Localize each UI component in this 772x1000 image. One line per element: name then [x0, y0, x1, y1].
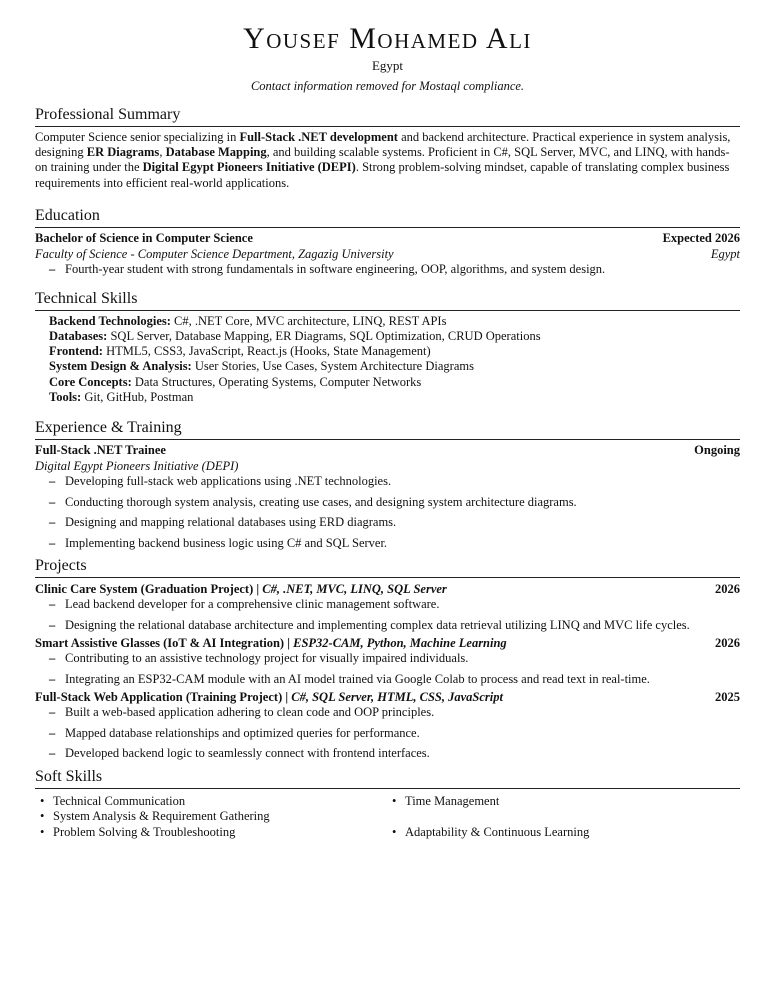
project-year: 2026 — [715, 636, 740, 651]
project-header-row — [35, 689, 740, 705]
skill-row — [49, 329, 740, 344]
skill-row — [49, 390, 740, 405]
project-stack: C#, .NET, MVC, LINQ, SQL Server — [262, 582, 447, 597]
project-stack: C#, SQL Server, HTML, CSS, JavaScript — [291, 690, 503, 705]
education-bullets — [35, 262, 740, 277]
skill-value: C#, .NET Core, MVC architecture, LINQ, REST APIs — [170, 313, 447, 328]
technical-skills-section — [35, 289, 740, 405]
skill-value: Data Structures, Operating Systems, Computer Networks — [131, 374, 422, 389]
candidate-name: Yousef Mohamed Ali — [243, 22, 532, 55]
section-title-technical-skills: Technical Skills — [35, 289, 740, 311]
skill-label: Frontend: — [49, 344, 103, 359]
soft-skill-item: • Problem Solving & Troubleshooting — [39, 825, 391, 841]
skill-label: Tools: — [49, 389, 82, 404]
summary-text — [35, 130, 740, 191]
skill-label: Core Concepts: — [49, 374, 132, 389]
project-bullet: – Lead backend developer for a comprehensive clinic management software. — [49, 597, 740, 612]
project-separator: | — [253, 582, 263, 597]
education-date: Expected 2026 — [662, 230, 740, 245]
section-title-education: Education — [35, 206, 740, 228]
soft-skills-section — [35, 767, 740, 841]
section-title-summary: Professional Summary — [35, 105, 740, 127]
project-stack: ESP32-CAM, Python, Machine Learning — [293, 636, 507, 651]
project-bullets — [35, 651, 740, 687]
project-bullets — [35, 705, 740, 761]
experience-header-row — [35, 442, 740, 458]
project-header-row — [35, 635, 740, 651]
summary-fragment: Computer Science senior specializing in — [35, 130, 240, 144]
soft-skill-item: • System Analysis & Requirement Gathering — [39, 809, 391, 825]
skill-label: Backend Technologies: — [49, 313, 171, 328]
project-year: 2026 — [715, 582, 740, 597]
summary-fragment: . Strong problem-solving mindset, capable of translating complex business requirements into efficient real-world applications. — [35, 160, 730, 190]
project-separator: | — [282, 690, 292, 705]
project-header-row — [35, 581, 740, 597]
project-bullets — [35, 597, 740, 633]
skill-row — [49, 375, 740, 390]
project-name: Smart Assistive Glasses (IoT & AI Integration) — [35, 636, 285, 651]
project-separator: | — [284, 636, 294, 651]
skill-row — [49, 314, 740, 329]
contact-note: Contact information removed for Mostaql compliance. — [250, 79, 525, 93]
summary-fragment: , and building scalable systems. Proficient in C#, SQL Server, MVC, and LINQ, with hands-on training under the — [35, 145, 730, 175]
summary-highlight: Database Mapping — [165, 145, 267, 160]
project-bullet: – Developed backend logic to seamlessly connect with frontend interfaces. — [49, 746, 740, 761]
summary-highlight: Full-Stack .NET development — [239, 130, 398, 144]
experience-bullet: – Conducting thorough system analysis, creating use cases, and designing system architecture diagrams. — [49, 495, 740, 510]
degree: Bachelor of Science in Computer Science — [35, 230, 253, 245]
skill-value: Git, GitHub, Postman — [81, 389, 194, 404]
project-bullet: – Designing the relational database architecture and implementing complex data retrieval utilizing LINQ and MVC life cycles. — [49, 618, 740, 633]
section-title-experience: Experience & Training — [35, 418, 740, 440]
summary-section — [35, 105, 740, 191]
education-header-row — [35, 230, 740, 246]
summary-highlight: ER Diagrams — [86, 145, 160, 160]
experience-org: Digital Egypt Pioneers Initiative (DEPI) — [35, 459, 239, 474]
institution: Faculty of Science - Computer Science Department, Zagazig University — [35, 246, 394, 261]
project-item — [35, 689, 740, 761]
section-title-projects: Projects — [35, 556, 740, 578]
project-bullet: – Built a web-based application adhering to clean code and OOP principles. — [49, 705, 740, 720]
soft-skill-item: • Technical Communication — [39, 794, 391, 810]
project-item — [35, 581, 740, 633]
skill-label: Databases: — [49, 329, 108, 344]
project-bullet: – Integrating an ESP32-CAM module with an AI model trained via Google Colab to process and read text in real-time. — [49, 672, 740, 687]
summary-fragment: and backend architecture. Practical experience in system analysis, designing — [35, 130, 731, 160]
soft-skill-item: • Adaptability & Continuous Learning — [391, 825, 721, 841]
resume-page — [35, 0, 740, 840]
experience-bullet: – Developing full-stack web applications using .NET technologies. — [49, 474, 740, 489]
section-title-soft-skills: Soft Skills — [35, 767, 740, 789]
soft-skill-empty — [391, 809, 721, 825]
experience-bullet: – Implementing backend business logic using C# and SQL Server. — [49, 536, 740, 551]
education-section — [35, 206, 740, 277]
summary-highlight: Digital Egypt Pioneers Initiative (DEPI) — [142, 160, 356, 175]
experience-date: Ongoing — [694, 443, 740, 458]
candidate-location: Egypt — [371, 58, 404, 73]
skill-row — [49, 344, 740, 359]
project-name: Clinic Care System (Graduation Project) — [35, 582, 254, 597]
soft-skills-grid — [35, 794, 740, 841]
education-bullet: – Fourth-year student with strong fundamentals in software engineering, OOP, algorithms, and system design. — [49, 262, 740, 277]
experience-bullets — [35, 474, 740, 551]
skill-value: User Stories, Use Cases, System Architecture Diagrams — [191, 359, 474, 374]
skill-row — [49, 359, 740, 374]
education-institution-row — [35, 246, 740, 262]
experience-org-row — [35, 458, 740, 474]
education-place: Egypt — [710, 246, 740, 261]
summary-fragment: , — [159, 145, 166, 160]
project-item — [35, 635, 740, 687]
projects-section — [35, 556, 740, 761]
skill-label: System Design & Analysis: — [49, 359, 192, 374]
skill-value: HTML5, CSS3, JavaScript, React.js (Hooks, State Management) — [102, 344, 431, 359]
experience-section — [35, 418, 740, 551]
skill-value: SQL Server, Database Mapping, ER Diagrams, SQL Optimization, CRUD Operations — [107, 329, 541, 344]
technical-skills-list — [35, 314, 740, 405]
experience-role: Full-Stack .NET Trainee — [35, 443, 166, 458]
project-name: Full-Stack Web Application (Training Project) — [35, 690, 283, 705]
experience-bullet: – Designing and mapping relational databases using ERD diagrams. — [49, 515, 740, 530]
project-year: 2025 — [715, 690, 740, 705]
project-bullet: – Contributing to an assistive technology project for visually impaired individuals. — [49, 651, 740, 666]
project-bullet: – Mapped database relationships and optimized queries for performance. — [49, 726, 740, 741]
soft-skill-item: • Time Management — [391, 794, 721, 810]
